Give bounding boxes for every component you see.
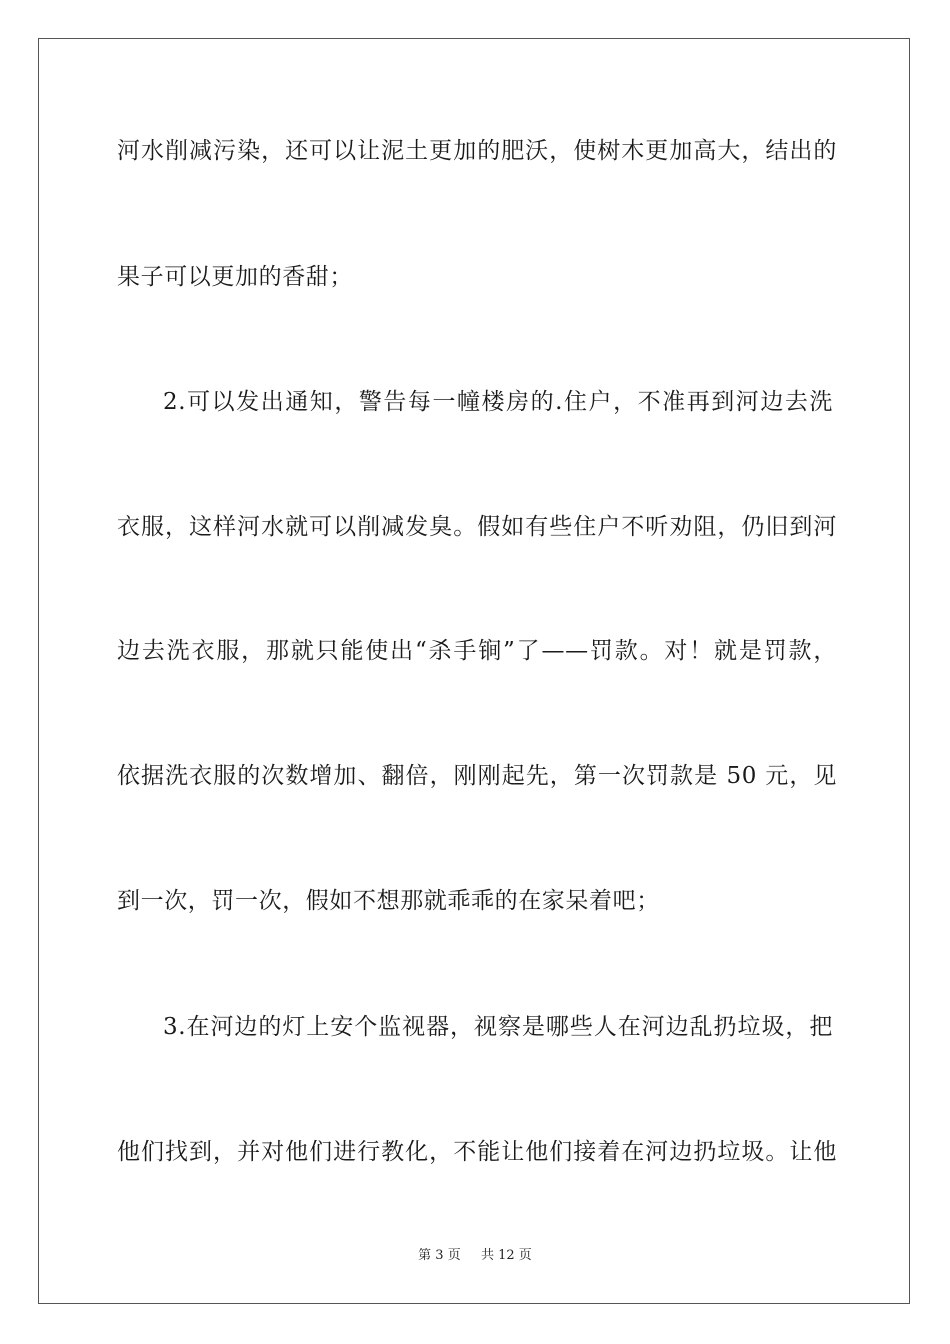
- body-text-line: 到一次，罚一次，假如不想那就乖乖的在家呆着吧；: [117, 888, 660, 914]
- total-pages: 共 12 页: [481, 1248, 532, 1263]
- body-text-line: 依据洗衣服的次数增加、翻倍，刚刚起先，第一次罚款是 50 元，见: [117, 763, 837, 789]
- body-text-line: 边去洗衣服，那就只能使出“杀手锏”了——罚款。对！就是罚款，: [117, 638, 837, 664]
- body-text-line: 他们找到，并对他们进行教化，不能让他们接着在河边扔垃圾。让他: [117, 1139, 837, 1165]
- page-footer: [0, 1247, 950, 1265]
- body-text-line: 果子可以更加的香甜；: [117, 264, 353, 290]
- body-text-line: 河水削减污染，还可以让泥土更加的肥沃，使树木更加高大，结出的: [117, 138, 837, 164]
- body-text-line: 3.在河边的灯上安个监视器，视察是哪些人在河边乱扔垃圾，把: [163, 1014, 833, 1040]
- page-number: 第 3 页: [418, 1248, 461, 1263]
- body-text-line: 2.可以发出通知，警告每一幢楼房的.住户，不准再到河边去洗: [163, 389, 833, 415]
- page-border: [38, 38, 910, 1304]
- body-text-line: 衣服，这样河水就可以削减发臭。假如有些住户不听劝阻，仍旧到河: [117, 514, 837, 540]
